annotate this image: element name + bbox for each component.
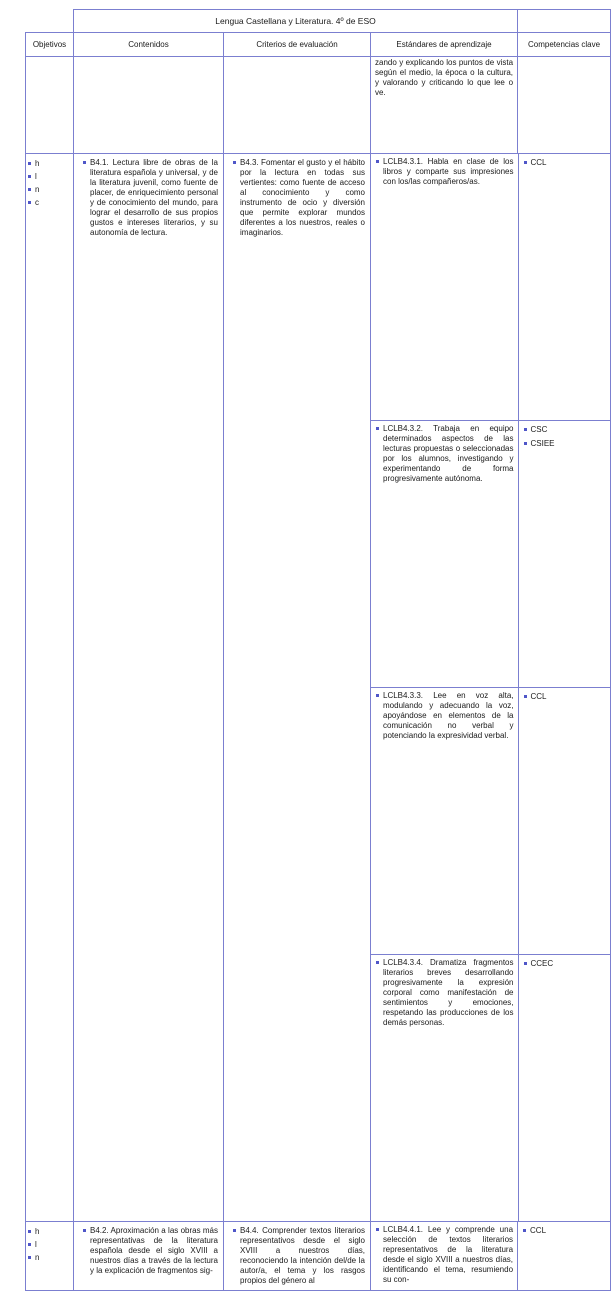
header-competencias: Competencias clave: [518, 33, 611, 57]
header-objetivos: Objetivos: [26, 33, 74, 57]
contents-cell: [74, 1222, 224, 1291]
bullet-icon: [523, 1229, 526, 1232]
criteria-text: B4.4. Comprender textos literarios representativos desde el siglo XVIII a nuestros días, reconociendo la intención del/de la autor/a, el tema y los rasgos propios del género al: [240, 1226, 365, 1285]
objective-item: h: [26, 1227, 73, 1240]
table-row: [26, 57, 611, 154]
table-row: [26, 154, 611, 1222]
competence-text: CCL: [530, 692, 547, 701]
competence-text: CCL: [530, 1226, 547, 1235]
objectives-cell: [26, 154, 74, 1222]
contents-cell: [74, 154, 224, 1222]
standard-text: LCLB4.3.3. Lee en voz alta, modulando y adecuando la voz, apoyándose en elementos de la comunicación no verbal y potenciando la expresividad verbal.: [383, 691, 514, 740]
bullet-icon: [524, 442, 527, 445]
bullet-icon: [376, 160, 379, 163]
curriculum-table: [25, 9, 611, 1291]
competence-text: CSC: [530, 425, 548, 434]
bullet-icon: [376, 1228, 379, 1231]
header-contenidos: Contenidos: [74, 33, 224, 57]
bullet-icon: [376, 427, 379, 430]
standard-text: LCLB4.3.2. Trabaja en equipo determinados aspectos de las lecturas propuestas o seleccionadas por los alumnos, investigando y experimentando de forma progresivamente autónoma.: [383, 424, 514, 483]
standard-row: [371, 154, 611, 421]
standard-text: LCLB4.4.1. Lee y comprende una selección de textos literarios representativos de la literatura desde el siglo XVIII a nuestros días, identificando el tema, resumiendo su con-: [383, 1225, 514, 1284]
criteria-text: B4.3. Fomentar el gusto y el hábito por la lectura en todas sus vertientes: como fuente de acceso al conocimiento y como instrumento de ocio y diversión que permite explorar mundos diferentes a los nuestros, reales o imaginarios.: [240, 158, 365, 237]
header-estandares: Estándares de aprendizaje: [371, 33, 518, 57]
objective-item: l: [26, 1240, 73, 1253]
competence-text: CCL: [530, 158, 547, 167]
competence-text: CCEC: [530, 959, 554, 968]
standards-cell: [371, 1222, 518, 1291]
objectives-list: [26, 154, 73, 211]
standard-row: [371, 688, 611, 955]
content-text: B4.2. Aproximación a las obras más representativas de la literatura española desde el siglo XVIII a nuestros días a través de la lectura y la explicación de fragmentos sig-: [90, 1226, 218, 1275]
bullet-icon: [233, 161, 236, 164]
header-criterios: Criterios de evaluación: [224, 33, 371, 57]
bullet-icon: [376, 961, 379, 964]
bullet-icon: [233, 1229, 236, 1232]
standard-text: LCLB4.3.1. Habla en clase de los libros y comparte sus impresiones con los/las compañeros/as.: [383, 157, 514, 186]
bullet-icon: [83, 161, 86, 164]
bullet-icon: [83, 1229, 86, 1232]
bullet-icon: [376, 694, 379, 697]
content-text: B4.1. Lectura libre de obras de la literatura española y universal, y de la literatura juvenil, como fuente de placer, de enriquecimiento personal y de conocimiento del mundo, para lograr el desarrollo de sus propios gustos e intereses literarios, y su autonomía de lectura.: [90, 158, 218, 237]
objective-item: l: [26, 172, 73, 185]
objective-item: c: [26, 198, 73, 211]
objective-item: h: [26, 159, 73, 172]
standards-block: [371, 154, 611, 1222]
bullet-icon: [524, 161, 527, 164]
objective-item: n: [26, 1253, 73, 1266]
empty-corner: [26, 10, 74, 33]
bullet-icon: [524, 695, 527, 698]
bullet-icon: [524, 962, 527, 965]
competences-cell: [518, 1222, 611, 1291]
standard-row: [371, 955, 611, 1222]
objective-item: n: [26, 185, 73, 198]
empty-title-right: [518, 10, 611, 33]
objectives-cell: [26, 1222, 74, 1291]
criteria-cell: [224, 154, 371, 1222]
table-row: [26, 1222, 611, 1291]
objectives-list: [26, 1222, 73, 1266]
standard-continuation: zando y explicando los puntos de vista según el medio, la época o la cultura, y valorando y criticando lo que lee o ve.: [371, 57, 518, 154]
bullet-icon: [524, 428, 527, 431]
standard-row: [371, 421, 611, 688]
standard-text: LCLB4.3.4. Dramatiza fragmentos literarios breves desarrollando progresivamente la expresión corporal como manifestación de sentimientos y emociones, respetando las producciones de los demás personas.: [383, 958, 514, 1027]
table-title: Lengua Castellana y Literatura. 4º de ESO: [74, 10, 518, 33]
competence-text: CSIEE: [530, 439, 555, 448]
criteria-cell: [224, 1222, 371, 1291]
